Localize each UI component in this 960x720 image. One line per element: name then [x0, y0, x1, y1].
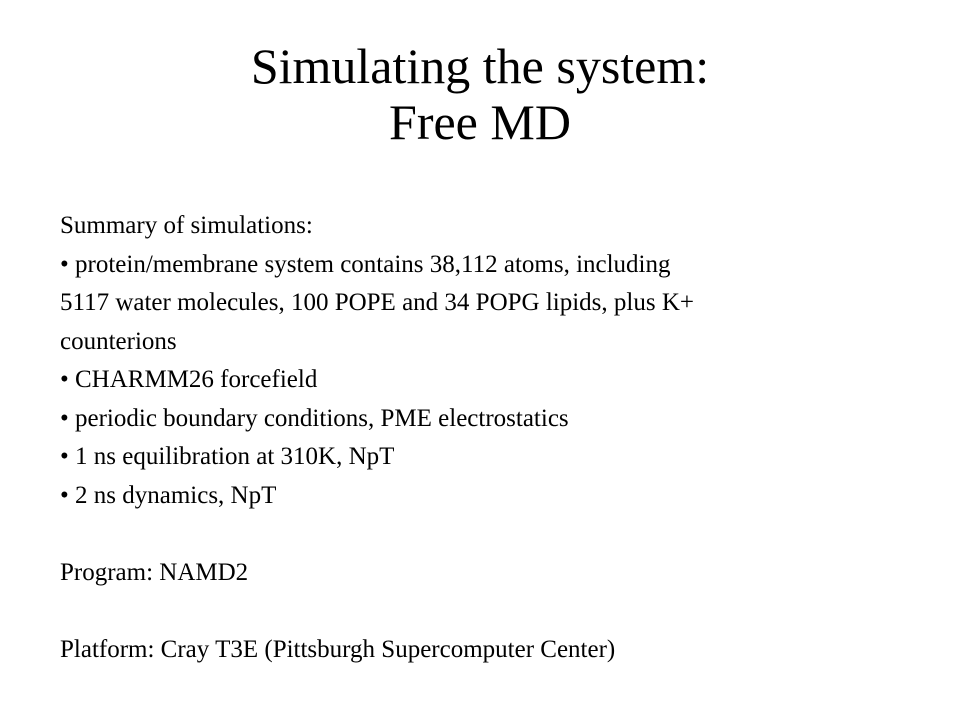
bullet-line: • CHARMM26 forcefield [60, 366, 318, 393]
slide-body [60, 207, 920, 669]
summary-heading: Summary of simulations: [60, 212, 313, 239]
bullet-line: 5117 water molecules, 100 POPE and 34 POPG lipids, plus K+ [60, 289, 694, 316]
title-line-2: Free MD [389, 94, 571, 150]
slide-title [0, 38, 960, 150]
bullet-line: • periodic boundary conditions, PME electrostatics [60, 404, 569, 432]
bullet-line: counterions [60, 327, 177, 355]
bullet-line: • 1 ns equilibration at 310K, NpT [60, 443, 395, 470]
spacer [60, 515, 920, 554]
spacer [60, 592, 920, 631]
program-line: Program: NAMD2 [60, 558, 249, 586]
platform-line: Platform: Cray T3E (Pittsburgh Supercomputer Center) [60, 635, 616, 663]
bullet-line: • protein/membrane system contains 38,112 atoms, including [60, 250, 671, 278]
bullet-line: • 2 ns dynamics, NpT [60, 481, 277, 509]
title-line-1: Simulating the system: [250, 38, 710, 94]
